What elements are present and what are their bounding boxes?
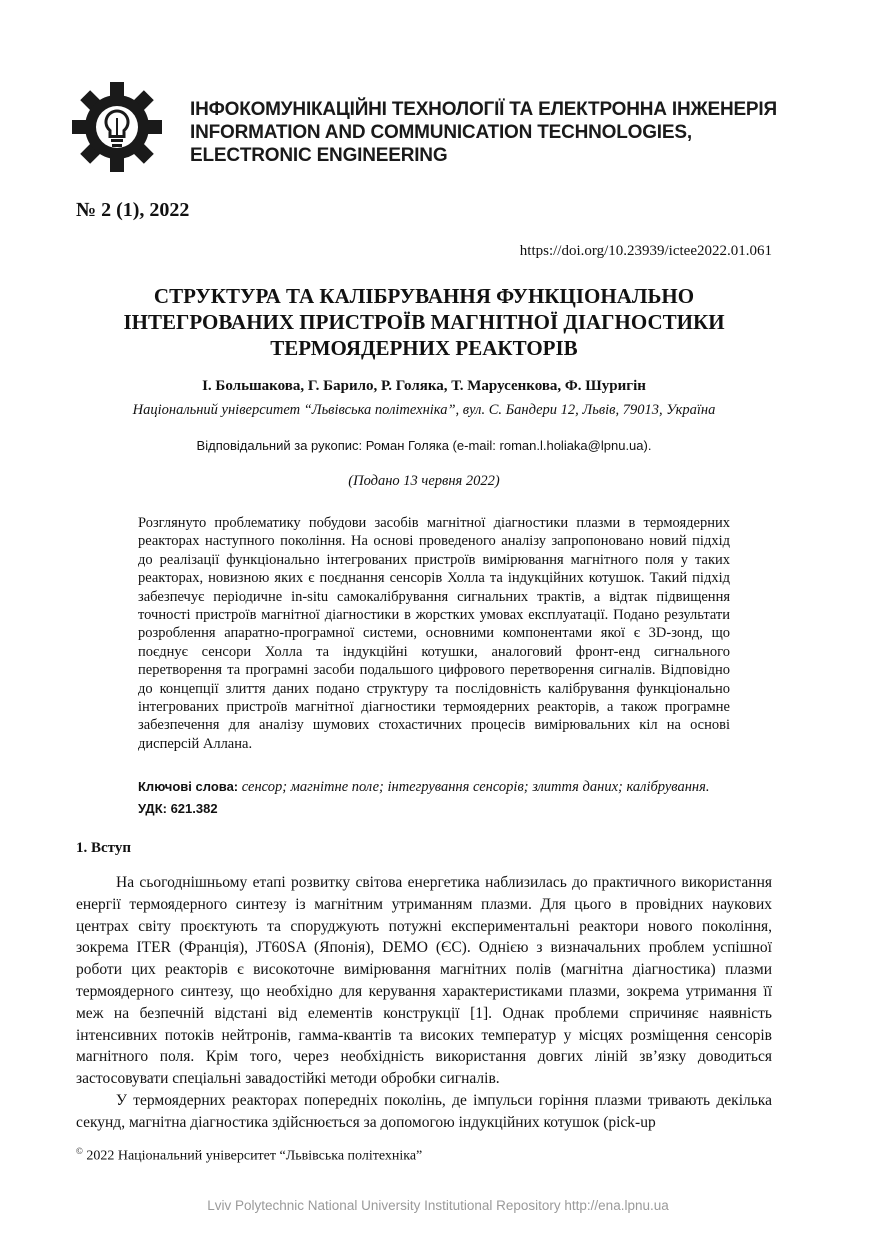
copyright-text: 2022 Національний університет “Львівська політехніка” [86,1148,423,1164]
keywords-label: Ключові слова: [138,779,239,794]
copyright-symbol: © [76,1146,83,1156]
article-title [76,283,772,361]
article-title-line: ТЕРМОЯДЕРНИХ РЕАКТОРІВ [270,336,578,360]
article-title-line: СТРУКТУРА ТА КАЛІБРУВАННЯ ФУНКЦІОНАЛЬНО [153,284,695,308]
authors: І. Большакова, Г. Барило, Р. Голяка, Т. Марусенкова, Ф. Шуригін [202,378,646,394]
keywords-block [138,776,730,819]
submission-date: (Подано 13 червня 2022) [348,473,500,489]
doi-link[interactable]: https://doi.org/10.23939/ictee2022.01.061 [519,243,772,259]
abstract: Розглянуто проблематику побудови засобів магнітної діагностики плазми в термоядерних реакторах наступного покоління. На основі проведеного аналізу запропоновано новий підхід до реалізації функціонально інтегрованих пристроїв вимірювання магнітного поля у таких реакторах, новизною яких є поєднання сенсорів Холла та індукційних котушок. Такий підхід забезпечує періодичне in-situ самокалібрування сигнальних трактів, а відтак підвищення точності пристроїв магнітної діагностики в жорстких умовах експлуатації. Подано результати розроблення апаратно-програмної системи, основними компонентами якої є 3D-зонд, що поєднує сенсори Холла та індукційні котушки, аналоговий фронт-енд сигнального перетворення та програмні засоби подальшого цифрового перетворення сигналів. Відповідно до концепції злиття даних подано структуру та послідовність калібрування функціонально інтегрованих пристроїв магнітної діагностики термоядерних реакторів, а також програмне забезпечення для аналізу шумових стохастичних процесів вимірювальних кіл на основі дисперсій Аллана. [138,515,730,752]
journal-logo [72,82,162,172]
journal-title-line: ІНФОКОМУНІКАЦІЙНІ ТЕХНОЛОГІЇ ТА ЕЛЕКТРОННА ІНЖЕНЕРІЯ [190,99,777,120]
corresponding-author: Відповідальний за рукопис: Роман Голяка (e-mail: roman.l.holiaka@lpnu.ua). [196,438,652,453]
copyright-footnote [76,1146,422,1165]
intro-body [76,872,772,1134]
gear-lightbulb-icon [72,82,162,172]
issue-number: № 2 (1), 2022 [76,199,190,221]
section-heading: 1. Вступ [76,840,131,856]
journal-title-line: INFORMATION AND COMMUNICATION TECHNOLOGIES, [190,122,692,143]
article-title-line: ІНТЕГРОВАНИХ ПРИСТРОЇВ МАГНІТНОЇ ДІАГНОСТИКИ [123,310,725,334]
repository-footer: Lviv Polytechnic National University Institutional Repository http://ena.lpnu.ua [207,1198,669,1213]
udc-code: УДК: 621.382 [138,801,218,816]
journal-title [190,98,777,167]
paragraph: На сьогоднішньому етапі розвитку світова енергетика наблизилась до практичного використання енергії термоядерного синтезу із магнітним утриманням плазми. Для цього в провідних наукових центрах світу проєктують та споруджують потужні експериментальні реактори нового покоління, зокрема ITER (Франція), JT60SA (Японія), DEMO (ЄС). Однією з визначальних проблем успішної роботи цих реакторів є високоточне вимірювання магнітних полів (магнітна діагностика) плазми термоядерного синтезу, що необхідно для керування характеристиками плазми, зокрема утримання її меж на безпечній відстані від елементів конструкції [1]. Однак проблеми спричиняє наявність інтенсивних потоків нейтронів, гамма-квантів та високих температур у місцях розміщення сенсорів магнітного поля. Крім того, через необхідність використання довгих ліній зв’язку доводиться застосовувати спеціальні завадостійкі методи обробки сигналів. [76,874,772,1088]
keywords: сенсор; магнітне поле; інтегрування сенсорів; злиття даних; калібрування. [241,779,710,795]
affiliation: Національний університет “Львівська політехніка”, вул. С. Бандери 12, Львів, 79013, Україна [132,402,716,418]
journal-title-line: ELECTRONIC ENGINEERING [190,145,448,166]
paragraph: У термоядерних реакторах попередніх поколінь, де імпульси горіння плазми тривають декілька секунд, магнітна діагностика здійснюється за допомогою індукційних котушок (pick-up [76,1091,772,1131]
